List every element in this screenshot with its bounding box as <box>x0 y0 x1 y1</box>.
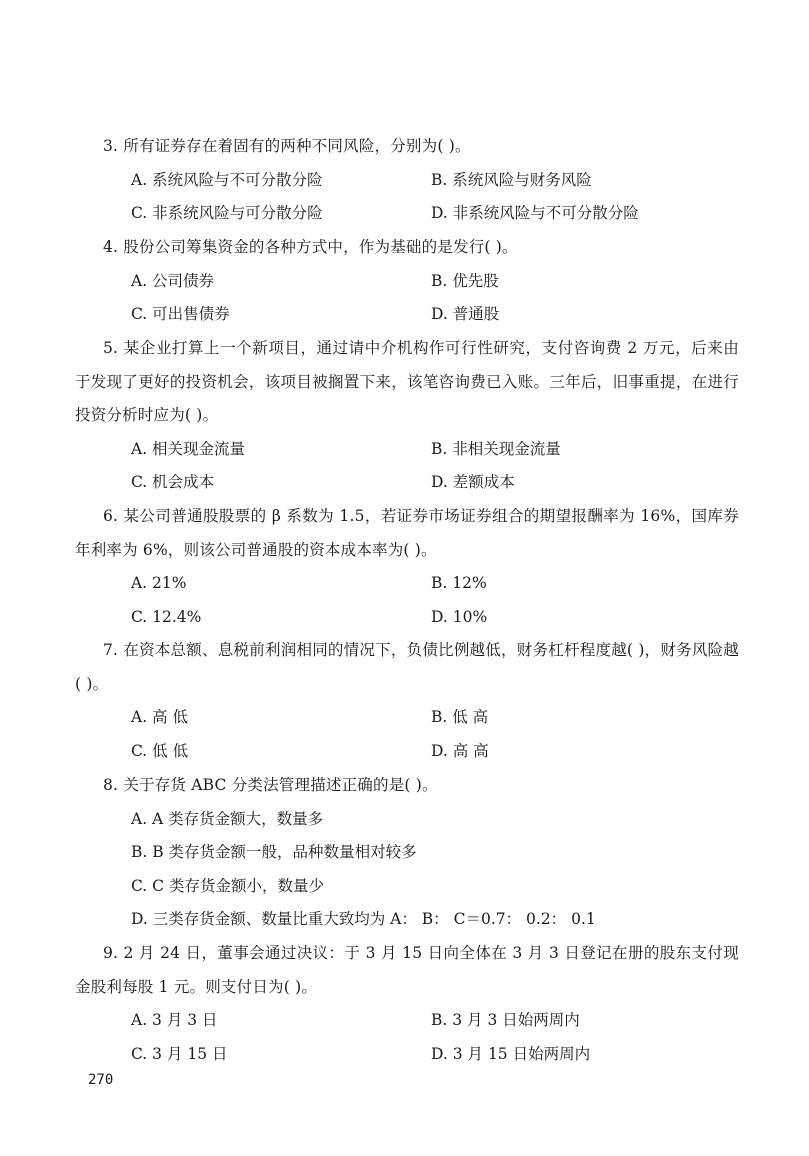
question-3 <box>0 130 809 231</box>
options <box>0 1004 809 1071</box>
question-stem: 5. 某企业打算上一个新项目，通过请中介机构作可行性研究，支付咨询费 2 万元，后来由于发现了更好的投资机会，该项目被搁置下来，该笔咨询费已入账。三年后，旧事重提，在进行投资分析时应为( )。 <box>75 339 739 424</box>
question-stem: 8. 关于存货 ABC 分类法管理描述正确的是( )。 <box>103 776 438 794</box>
page-number: 270 <box>88 1072 114 1088</box>
option-b: B. 低 高 <box>431 708 489 726</box>
question-stem: 7. 在资本总额、息税前利润相同的情况下，负债比例越低，财务杠杆程度越( )，财务风险越( )。 <box>75 641 739 693</box>
option-d: D. 三类存货金额、数量比重大致均为 A： B： C＝0.7： 0.2： 0.1 <box>131 910 596 928</box>
option-d: D. 10% <box>431 607 488 626</box>
question-stem: 4. 股份公司筹集资金的各种方式中，作为基础的是发行( )。 <box>103 238 518 256</box>
options <box>0 701 809 768</box>
options <box>0 803 809 937</box>
options <box>0 433 809 500</box>
question-4 <box>0 231 809 332</box>
question-6 <box>0 500 809 634</box>
option-a: A. 公司债券 <box>131 271 215 290</box>
option-b: B. 非相关现金流量 <box>431 439 561 458</box>
options <box>0 567 809 634</box>
option-b: B. 3 月 3 日始两周内 <box>431 1011 580 1029</box>
option-c: C. 非系统风险与可分散分险 <box>131 204 323 222</box>
options <box>0 164 809 231</box>
option-b: B. 12% <box>431 574 487 592</box>
option-c: C. 12.4% <box>131 607 202 626</box>
option-d: D. 3 月 15 日始两周内 <box>431 1044 591 1063</box>
option-c: C. 可出售债券 <box>131 305 230 323</box>
option-d: D. 高 高 <box>431 741 489 760</box>
option-a: A. 3 月 3 日 <box>131 1011 218 1029</box>
question-9 <box>0 937 809 1071</box>
options <box>0 265 809 332</box>
option-c: C. 机会成本 <box>131 473 215 491</box>
question-5 <box>0 332 809 500</box>
option-a: A. 系统风险与不可分散分险 <box>131 170 323 189</box>
option-a: A. 21% <box>131 574 187 592</box>
option-b: B. 优先股 <box>431 271 499 290</box>
question-8 <box>0 769 809 937</box>
option-c: C. 低 低 <box>131 741 189 760</box>
option-a: A. 相关现金流量 <box>131 439 246 458</box>
option-a: A. 高 低 <box>131 708 188 726</box>
option-a: A. A 类存货金额大，数量多 <box>131 809 324 828</box>
option-c: C. 3 月 15 日 <box>131 1044 228 1063</box>
option-c: C. C 类存货金额小，数量少 <box>131 876 324 895</box>
option-d: D. 非系统风险与不可分散分险 <box>431 204 639 222</box>
question-7 <box>0 634 809 768</box>
option-d: D. 普通股 <box>431 305 500 323</box>
option-b: B. B 类存货金额一般，品种数量相对较多 <box>131 843 417 861</box>
option-b: B. 系统风险与财务风险 <box>431 170 592 189</box>
option-d: D. 差额成本 <box>431 473 515 491</box>
question-stem: 3. 所有证券存在着固有的两种不同风险，分别为( )。 <box>103 137 471 155</box>
question-stem: 6. 某公司普通股股票的 β 系数为 1.5，若证券市场证券组合的期望报酬率为 16%，国库券年利率为 6%，则该公司普通股的资本成本率为( )。 <box>75 507 739 559</box>
question-stem: 9. 2 月 24 日，董事会通过决议：于 3 月 15 日向全体在 3 月 3 日登记在册的股东支付现金股利每股 1 元。则支付日为( )。 <box>75 944 739 996</box>
